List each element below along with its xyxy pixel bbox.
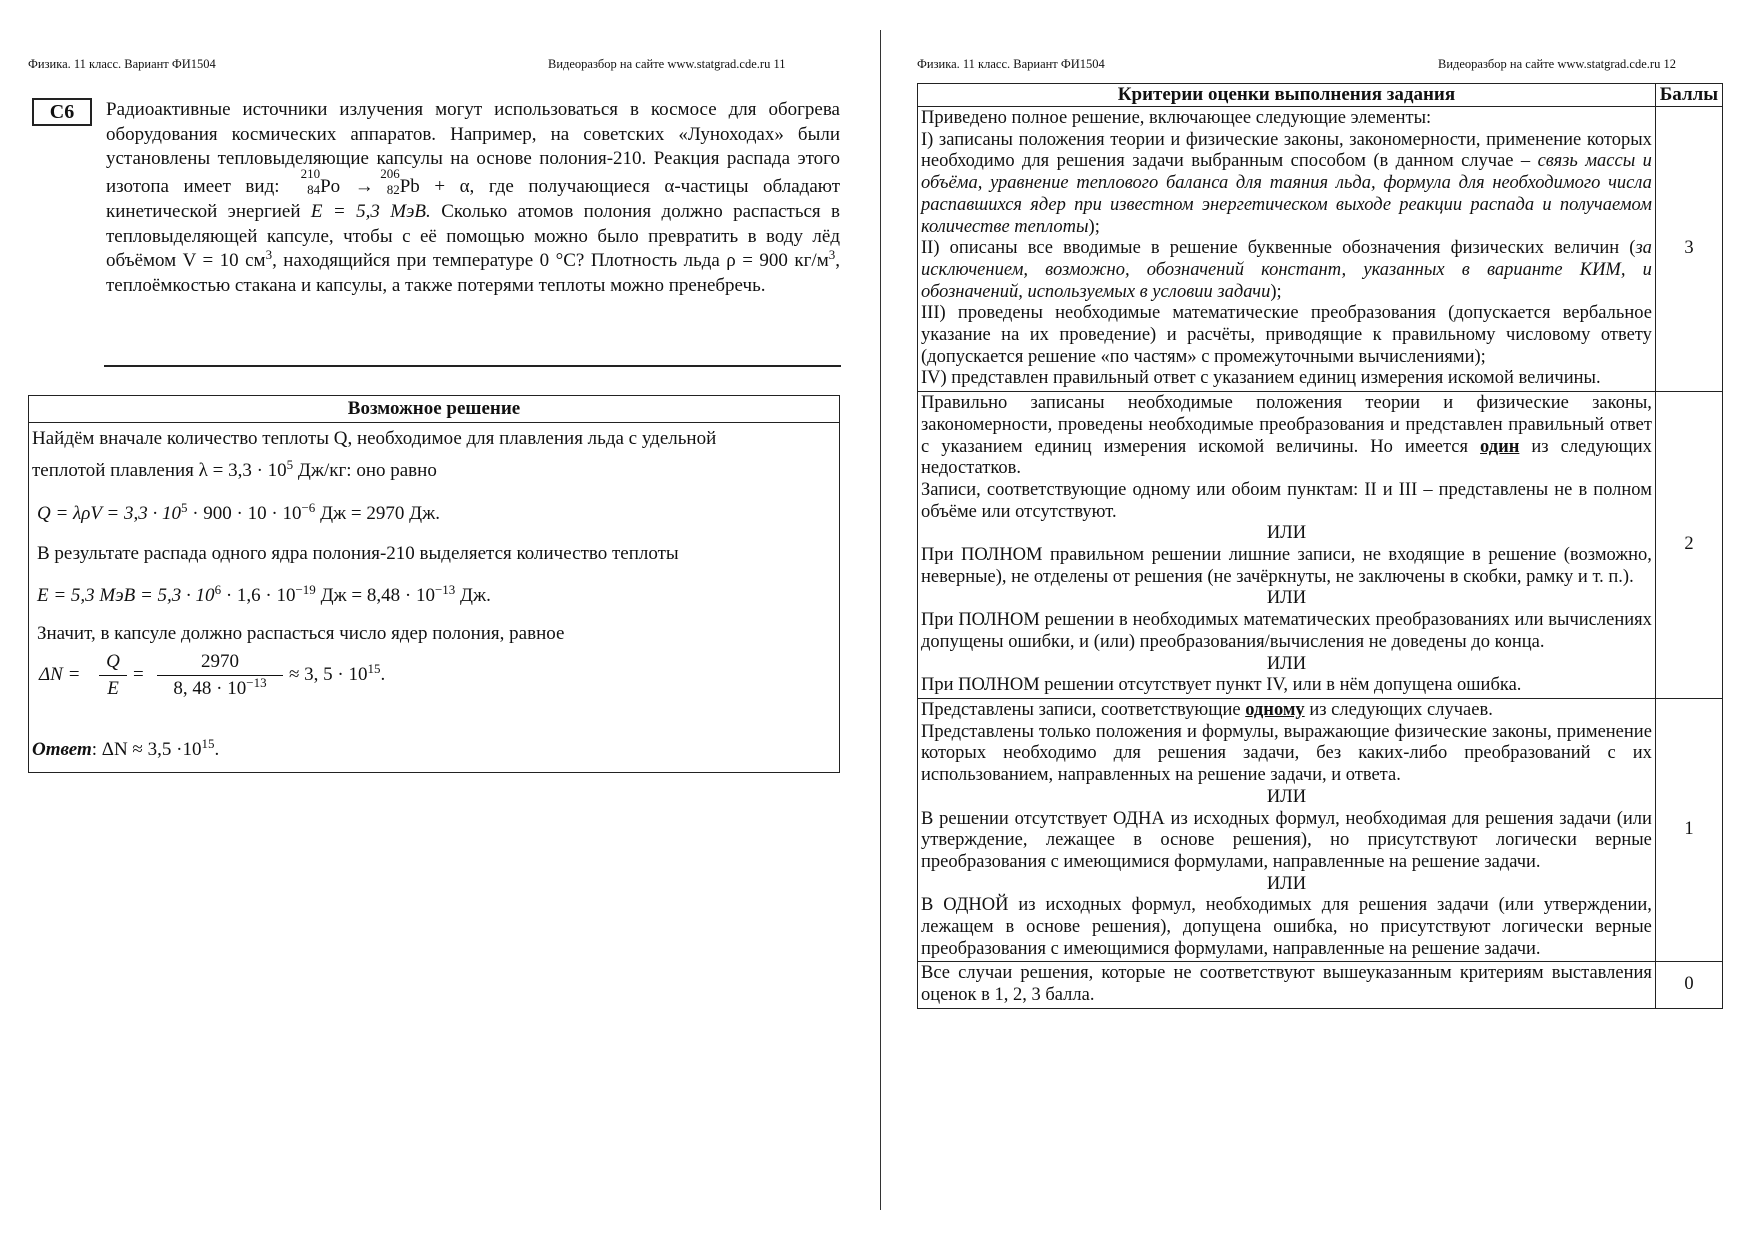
task-separator <box>104 365 841 367</box>
r3-t3b: ); <box>1270 281 1282 302</box>
criteria-desc-1 <box>918 698 1656 961</box>
fraction-numeric <box>157 649 283 702</box>
task-energy: E = 5,3 МэВ. <box>310 200 431 222</box>
r1-or-2: ИЛИ <box>1266 873 1307 894</box>
l2-text: теплотой плавления λ = 3,3 · 10 <box>32 460 287 481</box>
criteria-row-1 <box>918 698 1723 961</box>
volume-exp: 3 <box>265 247 273 263</box>
r3-t2a: I) записаны положения теории и физические законы, закономерности, применение которых необходимо для решения задачи выбранным способом (в данном случае – <box>921 129 1652 172</box>
right-header-title: Физика. 11 класс. Вариант ФИ1504 <box>917 57 1105 71</box>
den-text: 8, 48 · 10 <box>173 678 247 699</box>
solution-box <box>28 395 840 773</box>
lead-nuclide <box>374 166 400 198</box>
f2-b: · 1,6 · 10 <box>221 585 296 606</box>
criteria-desc-3 <box>918 107 1656 392</box>
r2-line-2: Записи, соответствующие одному или обоим пунктам: II и III – представлены не в полном объёме или отсутствуют. <box>921 479 1652 522</box>
fraction-numerator: 2970 <box>157 649 283 676</box>
po-symbol: Po <box>320 176 341 198</box>
r2-line-4: При ПОЛНОМ решении в необходимых математических преобразованиях или вычислениях допущены ошибки, и (или) преобразования/вычисления не доведены до конца. <box>921 610 1652 652</box>
criteria-desc-2 <box>918 392 1656 699</box>
r3-line-3 <box>921 238 1652 303</box>
task-p3: Сколько атомов полония должно распасться в тепловыделяющей капсуле, чтобы с её помощью можно было превратить в воду лёд объёмом <box>106 200 841 272</box>
solution-line-2 <box>32 457 437 482</box>
score-2: 2 <box>1655 392 1722 699</box>
fraction-denominator <box>157 676 283 702</box>
score-3: 3 <box>1655 107 1722 392</box>
f2-a: E = 5,3 МэВ = 5,3 · 10 <box>37 585 215 606</box>
den-exp: −13 <box>246 675 267 690</box>
formula-q <box>37 500 440 525</box>
arrow-icon: → <box>354 176 374 198</box>
polonium-nuclide <box>294 166 321 198</box>
page-divider <box>880 30 881 1210</box>
fraction-q-e <box>99 649 127 702</box>
r1-t1a: Представлены записи, соответствующие <box>921 699 1246 720</box>
r3-line-1: Приведено полное решение, включающее следующие элементы: <box>921 108 1432 128</box>
r2-line-1 <box>921 393 1652 480</box>
f2-c: Дж = 8,48 · 10 <box>315 585 435 606</box>
criteria-row-2 <box>918 392 1723 699</box>
r3-t3a: II) описаны все вводимые в решение буквенные обозначения физических величин ( <box>921 238 1636 259</box>
r3-line-5: IV) представлен правильный ответ с указанием единиц измерения искомой величины. <box>921 368 1601 389</box>
r2-or-3: ИЛИ <box>1266 653 1307 674</box>
right-header-link: Видеоразбор на сайте www.statgrad.cde.ru 12 <box>1438 57 1676 71</box>
task-p1: Радиоактивные источники излучения могут использоваться в космосе для обогрева оборудования космических аппаратов. Например, на советских «Луноходах» были установлены тепловыделяющие капсулы на основе полония-210. Реакция распада этого изотопа имеет вид: <box>106 99 840 198</box>
left-header-title: Физика. 11 класс. Вариант ФИ1504 <box>28 57 216 71</box>
r2-line-5: При ПОЛНОМ решении отсутствует пункт IV, или в нём допущена ошибка. <box>921 675 1522 696</box>
answer-label: Ответ <box>32 739 92 760</box>
fraction-e: E <box>107 678 119 699</box>
f2-exp2: −19 <box>295 582 316 597</box>
criteria-table <box>917 83 1723 1009</box>
r2-or-2: ИЛИ <box>1266 588 1307 609</box>
task-p2: где получающиеся α-частицы обладают кинетической энергией <box>106 176 840 222</box>
pb-symbol: Pb + α, <box>399 176 475 198</box>
answer-text: : ΔN ≈ 3,5 ·10 <box>91 739 202 760</box>
task-p5: , теплоёмкостью стакана и капсулы, а также потерями теплоты можно пренебречь. <box>106 250 840 296</box>
criteria-header-row <box>918 84 1723 107</box>
r1-t1b: из следующих случаев. <box>1304 699 1493 720</box>
solution-line-4: Значит, в капсуле должно распасться число ядер полония, равное <box>37 623 565 644</box>
f2-exp3: −13 <box>434 582 456 597</box>
l2-exp: 5 <box>286 457 294 472</box>
r1-line-4: В ОДНОЙ из исходных формул, необходимых для решения задачи (или утверждении, лежащем в основе решения), допущена ошибка, но присутствуют логически верные преобразования с имеющимися формулами, направленные на решение задачи. <box>921 895 1652 959</box>
answer-end: . <box>214 739 220 760</box>
r3-t2b: ); <box>1088 216 1100 237</box>
density-exp: 3 <box>828 247 836 263</box>
r2-t1u: один <box>1480 436 1520 457</box>
r1-or-1: ИЛИ <box>1266 786 1307 807</box>
approx-exp: 15 <box>367 661 381 676</box>
f1-exp1: 5 <box>180 500 188 515</box>
r1-line-2: Представлены только положения и формулы, выражающие физические законы, применение которых необходимо для решения задачи, без каких-либо преобразований с их использованием, направленных на решение задачи, и ответа. <box>921 721 1652 786</box>
score-1: 1 <box>1655 698 1722 961</box>
f1-exp2: −6 <box>301 500 316 515</box>
r3-line-2 <box>921 130 1652 239</box>
r2-t1a: Правильно записаны необходимые положения теории и физические законы, закономерности, проведены необходимые преобразования и представлен правильный ответ с указанием единиц измерения искомой величины. Но имеется <box>921 393 1652 457</box>
task-label: С6 <box>32 98 92 126</box>
f2-exp1: 6 <box>214 582 222 597</box>
approx-result <box>289 661 386 686</box>
equals-sign: = <box>133 664 144 685</box>
answer-exp: 15 <box>201 736 215 751</box>
r3-line-4: III) проведены необходимые математические преобразования (допускается вербальное указание на их проведение) и расчёты, приводящие к правильному числовому ответу (допускается решение «по частям» с промежуточными вычислениями); <box>921 303 1652 367</box>
fraction-q: Q <box>99 649 127 676</box>
delta-n-label: ΔN = <box>39 664 81 685</box>
criteria-desc-0: Все случаи решения, которые не соответствуют вышеуказанным критериям выставления оценок в 1, 2, 3 балла. <box>918 962 1656 1008</box>
pb-mass-number: 206 <box>380 166 400 182</box>
solution-line-3: В результате распада одного ядра полония-210 выделяется количество теплоты <box>37 543 679 564</box>
r2-or-1: ИЛИ <box>1266 523 1307 544</box>
r3-t3i: за исключением, возможно, обозначений констант, указанных в варианте КИМ, и обозначений, используемых в условии задачи <box>921 238 1652 302</box>
r3-t2i: связь массы и объёма, уравнение теплового баланса для таяния льда, формула для необходимого числа распавшихся ядер при известном энергетическом выходе реакции распада и получаемом количестве теплоты <box>921 151 1652 237</box>
r2-t1b: из следующих недостатков. <box>921 436 1652 479</box>
po-atomic-number: 84 <box>307 182 321 198</box>
po-mass-number: 210 <box>300 166 321 182</box>
solution-line-1: Найдём вначале количество теплоты Q, необходимое для плавления льда с удельной <box>32 428 717 449</box>
approx-text: ≈ 3, 5 · 10 <box>289 664 368 685</box>
solution-header: Возможное решение <box>29 396 839 423</box>
score-column-header: Баллы <box>1655 84 1722 107</box>
l2-end: Дж/кг: оно равно <box>293 460 437 481</box>
score-0: 0 <box>1655 962 1722 1008</box>
answer-line <box>32 736 220 761</box>
criteria-row-0 <box>918 962 1723 1008</box>
r2-line-3: При ПОЛНОМ правильном решении лишние записи, не входящие в решение (возможно, неверные), не отделены от решения (не зачёркнуты, не заключены в скобки, рамку и т. п.). <box>921 545 1652 587</box>
criteria-row-3 <box>918 107 1723 392</box>
r1-t1u: одному <box>1245 699 1305 720</box>
task-volume: V = 10 см <box>182 250 266 272</box>
approx-end: . <box>380 664 386 685</box>
task-text <box>106 98 840 299</box>
criteria-column-header: Критерии оценки выполнения задания <box>918 84 1656 107</box>
f1-a: Q = λρV = 3,3 · 10 <box>37 503 181 524</box>
f1-b: · 900 · 10 · 10 <box>187 503 302 524</box>
pb-atomic-number: 82 <box>386 182 400 198</box>
f2-d: Дж. <box>455 585 491 606</box>
task-p4: , находящийся при температуре 0 °С? Плотность льда ρ = 900 кг/м <box>272 250 829 272</box>
r1-line-1 <box>921 700 1652 722</box>
left-header-link: Видеоразбор на сайте www.statgrad.cde.ru 11 <box>548 57 786 71</box>
f1-c: Дж = 2970 Дж. <box>315 503 440 524</box>
formula-e <box>37 582 491 607</box>
r1-line-3: В решении отсутствует ОДНА из исходных формул, необходимая для решения задачи (или утверждение, лежащее в основе решения), но присутствуют логически верные преобразования с имеющимися формулами, направленные на решение задачи. <box>921 808 1652 872</box>
